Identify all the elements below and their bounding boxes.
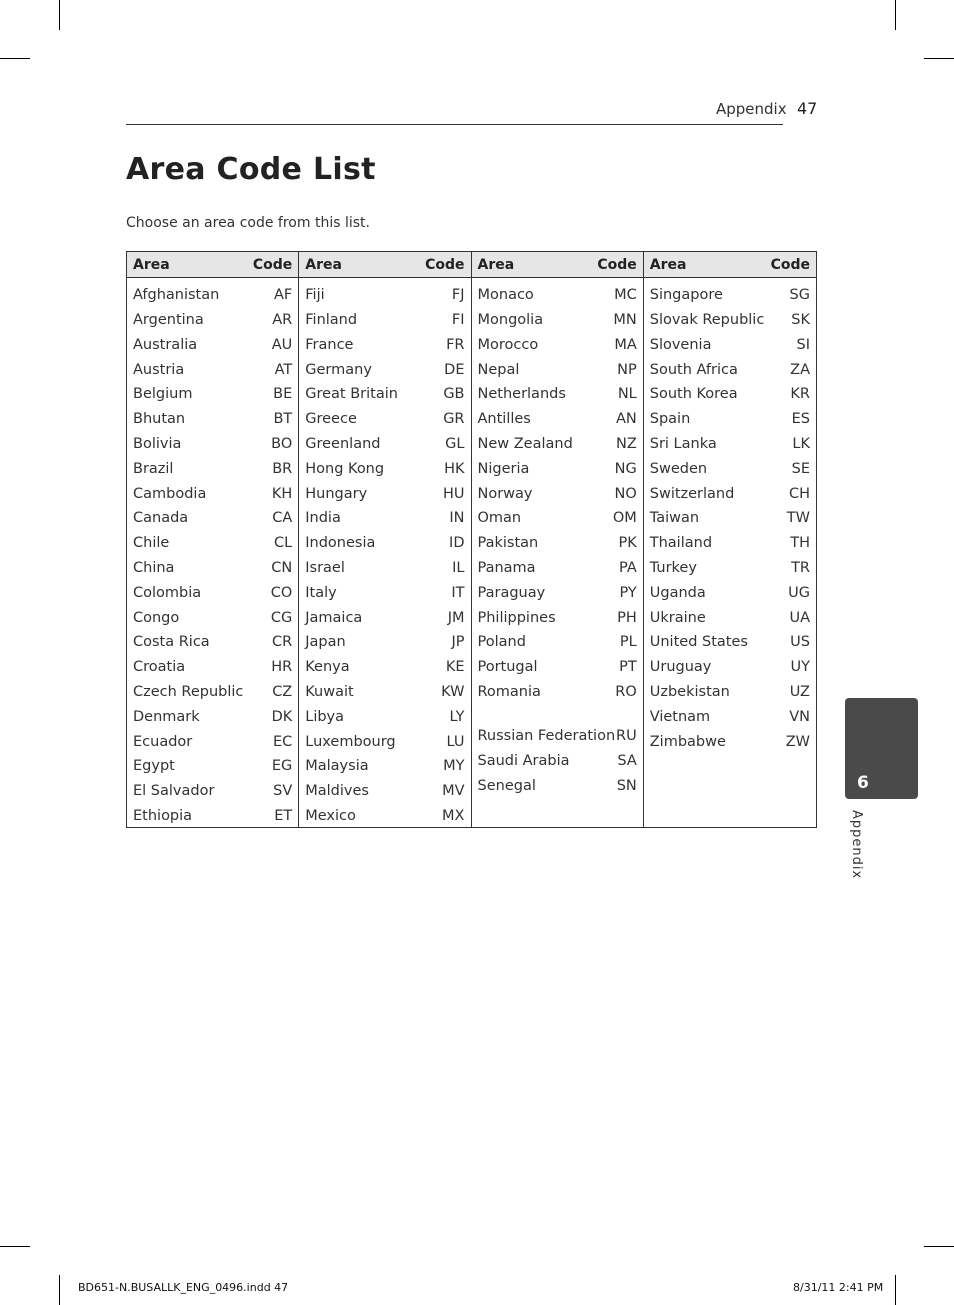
area-code: CO bbox=[270, 584, 293, 601]
area-name: Israel bbox=[305, 560, 345, 577]
table-row bbox=[472, 703, 643, 747]
table-row bbox=[472, 529, 643, 554]
area-name: Turkey bbox=[649, 560, 697, 577]
crop-mark bbox=[895, 0, 896, 30]
area-code: NZ bbox=[615, 436, 637, 453]
area-code: OM bbox=[612, 510, 637, 527]
header-code: Code bbox=[597, 256, 637, 273]
area-code: MY bbox=[443, 758, 465, 775]
area-code: ZW bbox=[785, 733, 810, 750]
table-row bbox=[127, 529, 298, 554]
table-column bbox=[644, 252, 816, 827]
table-row bbox=[299, 430, 470, 455]
column-header bbox=[472, 252, 643, 278]
table-row bbox=[644, 355, 816, 380]
area-code: CA bbox=[272, 510, 293, 527]
table-row bbox=[127, 802, 298, 827]
area-name: Denmark bbox=[133, 708, 200, 725]
intro-text: Choose an area code from this list. bbox=[126, 215, 370, 231]
area-code: CZ bbox=[272, 684, 293, 701]
area-name: Ethiopia bbox=[133, 808, 193, 825]
area-name: Spain bbox=[649, 411, 691, 428]
table-row bbox=[127, 603, 298, 628]
area-code: FJ bbox=[451, 287, 465, 304]
area-code: MC bbox=[614, 287, 637, 304]
area-code: IL bbox=[452, 560, 465, 577]
table-row bbox=[299, 727, 470, 752]
crop-mark bbox=[924, 58, 954, 59]
table-row bbox=[644, 405, 816, 430]
table-row bbox=[472, 405, 643, 430]
chapter-label: Appendix bbox=[849, 810, 864, 880]
area-name: Antilles bbox=[477, 411, 531, 428]
table-row bbox=[472, 306, 643, 331]
table-row bbox=[472, 331, 643, 356]
area-code: MV bbox=[442, 783, 465, 800]
table-row bbox=[472, 747, 643, 772]
area-code: US bbox=[790, 634, 810, 651]
table-row bbox=[299, 455, 470, 480]
table-row bbox=[472, 772, 643, 797]
table-row bbox=[127, 628, 298, 653]
header-code: Code bbox=[770, 256, 810, 273]
table-row bbox=[472, 355, 643, 380]
area-name: Uganda bbox=[649, 584, 706, 601]
table-row bbox=[299, 703, 470, 728]
area-name: Afghanistan bbox=[133, 287, 220, 304]
area-name: Maldives bbox=[305, 783, 369, 800]
table-row bbox=[644, 628, 816, 653]
area-name: Uruguay bbox=[649, 659, 712, 676]
table-row bbox=[299, 802, 470, 827]
area-code: AT bbox=[274, 361, 293, 378]
area-code: NP bbox=[617, 361, 637, 378]
table-row bbox=[299, 628, 470, 653]
area-code: UZ bbox=[789, 684, 810, 701]
area-code: PL bbox=[619, 634, 637, 651]
area-name: Jamaica bbox=[305, 609, 363, 626]
area-name: South Korea bbox=[649, 386, 738, 403]
table-row bbox=[299, 579, 470, 604]
table-row bbox=[127, 703, 298, 728]
area-name: Mexico bbox=[305, 808, 356, 825]
area-name: France bbox=[305, 336, 354, 353]
area-name: Bolivia bbox=[133, 436, 182, 453]
table-row bbox=[644, 579, 816, 604]
area-code: NO bbox=[614, 485, 637, 502]
area-code: IN bbox=[449, 510, 465, 527]
table-row bbox=[644, 281, 816, 306]
area-code: GL bbox=[445, 436, 465, 453]
area-code: SE bbox=[791, 460, 810, 477]
area-code: HR bbox=[271, 659, 293, 676]
area-name: Finland bbox=[305, 312, 358, 329]
area-code: PT bbox=[619, 659, 637, 676]
table-row bbox=[127, 479, 298, 504]
table-row bbox=[472, 678, 643, 703]
table-row bbox=[127, 554, 298, 579]
area-code: PH bbox=[617, 609, 637, 626]
table-row bbox=[299, 479, 470, 504]
area-name: Chile bbox=[133, 535, 170, 552]
area-name: Kuwait bbox=[305, 684, 354, 701]
area-code: TH bbox=[790, 535, 810, 552]
area-code: GR bbox=[443, 411, 465, 428]
header-area: Area bbox=[477, 256, 515, 273]
table-row bbox=[644, 331, 816, 356]
area-code: ZA bbox=[790, 361, 810, 378]
table-row bbox=[299, 554, 470, 579]
area-name: Slovak Republic bbox=[649, 312, 765, 329]
area-name: Slovenia bbox=[649, 336, 712, 353]
table-row bbox=[299, 603, 470, 628]
table-row bbox=[644, 504, 816, 529]
area-name: Nigeria bbox=[477, 460, 530, 477]
area-code: BE bbox=[273, 386, 293, 403]
area-name: Morocco bbox=[477, 336, 539, 353]
area-name: Hong Kong bbox=[305, 460, 385, 477]
table-row bbox=[127, 380, 298, 405]
area-name: Kenya bbox=[305, 659, 350, 676]
area-name: Poland bbox=[477, 634, 526, 651]
area-code: UA bbox=[789, 609, 810, 626]
area-code: PA bbox=[619, 560, 637, 577]
area-name: Monaco bbox=[477, 287, 534, 304]
area-code: CR bbox=[272, 634, 293, 651]
area-name: Bhutan bbox=[133, 411, 186, 428]
header-rule bbox=[126, 124, 783, 125]
area-name: Fiji bbox=[305, 287, 325, 304]
table-row bbox=[644, 554, 816, 579]
area-code: CN bbox=[271, 560, 293, 577]
area-name: Nepal bbox=[477, 361, 520, 378]
header-area: Area bbox=[133, 256, 170, 273]
area-name: Saudi Arabia bbox=[477, 753, 570, 770]
area-name: Australia bbox=[133, 336, 198, 353]
area-code: CL bbox=[274, 535, 293, 552]
area-name: Cambodia bbox=[133, 485, 207, 502]
area-code: KE bbox=[445, 659, 465, 676]
table-row bbox=[127, 455, 298, 480]
area-code: SI bbox=[796, 336, 810, 353]
area-name: Greenland bbox=[305, 436, 381, 453]
area-code: MA bbox=[614, 336, 637, 353]
area-name: Paraguay bbox=[477, 584, 546, 601]
area-name: Oman bbox=[477, 510, 522, 527]
page-number: 47 bbox=[797, 99, 818, 118]
table-row bbox=[644, 479, 816, 504]
area-name: Philippines bbox=[477, 609, 556, 626]
table-row bbox=[299, 653, 470, 678]
table-row bbox=[127, 331, 298, 356]
header-area: Area bbox=[305, 256, 342, 273]
area-code: RO bbox=[615, 684, 637, 701]
area-code: BT bbox=[273, 411, 293, 428]
area-name: India bbox=[305, 510, 341, 527]
table-row bbox=[299, 306, 470, 331]
area-code: BR bbox=[272, 460, 293, 477]
area-code: IT bbox=[451, 584, 465, 601]
area-name: Argentina bbox=[133, 312, 204, 329]
area-name: Romania bbox=[477, 684, 541, 701]
column-header bbox=[127, 252, 298, 278]
table-row bbox=[299, 529, 470, 554]
area-name: Austria bbox=[133, 361, 185, 378]
area-name: New Zealand bbox=[477, 436, 573, 453]
footer-timestamp: 8/31/11 2:41 PM bbox=[793, 1281, 884, 1294]
header-code: Code bbox=[252, 256, 293, 273]
table-row bbox=[299, 331, 470, 356]
area-name: Czech Republic bbox=[133, 684, 244, 701]
area-name: Indonesia bbox=[305, 535, 376, 552]
area-code: DK bbox=[271, 708, 293, 725]
area-code: HK bbox=[444, 460, 465, 477]
area-name: Mongolia bbox=[477, 312, 544, 329]
area-code: JM bbox=[447, 609, 465, 626]
area-code: PY bbox=[619, 584, 637, 601]
area-name: Colombia bbox=[133, 584, 202, 601]
area-code: LY bbox=[449, 708, 465, 725]
table-row bbox=[472, 653, 643, 678]
area-code: TW bbox=[786, 510, 810, 527]
crop-mark bbox=[895, 1275, 896, 1305]
area-name: South Africa bbox=[649, 361, 738, 378]
table-row bbox=[472, 430, 643, 455]
table-row bbox=[299, 405, 470, 430]
area-name: Ukraine bbox=[649, 609, 706, 626]
area-code: SG bbox=[789, 287, 810, 304]
area-name: Croatia bbox=[133, 659, 186, 676]
area-name: Uzbekistan bbox=[649, 684, 730, 701]
area-name: Russian Federation bbox=[477, 728, 616, 745]
area-name: Sri Lanka bbox=[649, 436, 717, 453]
area-code: LU bbox=[446, 733, 465, 750]
table-row bbox=[127, 653, 298, 678]
area-code: UY bbox=[790, 659, 810, 676]
area-code: AN bbox=[615, 411, 637, 428]
area-name: Portugal bbox=[477, 659, 538, 676]
area-name: Belgium bbox=[133, 386, 193, 403]
table-row bbox=[127, 777, 298, 802]
chapter-tab bbox=[845, 698, 918, 799]
crop-mark bbox=[59, 1275, 60, 1305]
area-code: FI bbox=[451, 312, 465, 329]
table-row bbox=[127, 281, 298, 306]
area-name: Hungary bbox=[305, 485, 368, 502]
area-code: BO bbox=[271, 436, 293, 453]
area-code: DE bbox=[444, 361, 465, 378]
area-code: ET bbox=[274, 808, 293, 825]
table-row bbox=[472, 380, 643, 405]
table-row bbox=[299, 777, 470, 802]
area-name: Great Britain bbox=[305, 386, 398, 403]
area-code: TR bbox=[791, 560, 810, 577]
area-name: Greece bbox=[305, 411, 357, 428]
table-row bbox=[127, 405, 298, 430]
crop-mark bbox=[59, 0, 60, 30]
table-row bbox=[644, 455, 816, 480]
table-row bbox=[644, 380, 816, 405]
area-name: Taiwan bbox=[649, 510, 700, 527]
area-name: Sweden bbox=[649, 460, 708, 477]
table-row bbox=[644, 703, 816, 728]
column-header bbox=[299, 252, 470, 278]
table-row bbox=[472, 603, 643, 628]
table-row bbox=[127, 752, 298, 777]
area-code: SV bbox=[273, 783, 293, 800]
area-code: SK bbox=[791, 312, 810, 329]
area-name: Pakistan bbox=[477, 535, 539, 552]
chapter-number: 6 bbox=[857, 773, 869, 793]
area-code: AU bbox=[271, 336, 293, 353]
area-code: ID bbox=[449, 535, 465, 552]
table-row bbox=[127, 355, 298, 380]
area-code: SN bbox=[616, 777, 637, 794]
table-column bbox=[472, 252, 644, 827]
table-row bbox=[127, 678, 298, 703]
area-name: Switzerland bbox=[649, 485, 735, 502]
table-row bbox=[472, 455, 643, 480]
table-row bbox=[472, 628, 643, 653]
area-name: Brazil bbox=[133, 460, 174, 477]
area-code: VN bbox=[789, 708, 810, 725]
table-row bbox=[127, 430, 298, 455]
area-name: Zimbabwe bbox=[649, 733, 726, 750]
area-name: Japan bbox=[305, 634, 346, 651]
header-area: Area bbox=[649, 256, 687, 273]
crop-mark bbox=[0, 1246, 30, 1247]
area-name: China bbox=[133, 560, 175, 577]
table-row bbox=[644, 603, 816, 628]
area-code: SA bbox=[617, 753, 637, 770]
area-name: Netherlands bbox=[477, 386, 566, 403]
table-row bbox=[127, 306, 298, 331]
table-row bbox=[472, 504, 643, 529]
area-code: GB bbox=[443, 386, 465, 403]
table-row bbox=[644, 529, 816, 554]
area-name: Singapore bbox=[649, 287, 723, 304]
area-code: KW bbox=[441, 684, 465, 701]
table-row bbox=[299, 504, 470, 529]
area-code: MX bbox=[442, 808, 465, 825]
area-code: AF bbox=[273, 287, 293, 304]
table-row bbox=[127, 579, 298, 604]
area-name: Canada bbox=[133, 510, 189, 527]
table-row bbox=[299, 281, 470, 306]
area-name: Luxembourg bbox=[305, 733, 396, 750]
area-code: AR bbox=[272, 312, 293, 329]
crop-mark bbox=[0, 58, 30, 59]
table-row bbox=[644, 430, 816, 455]
area-name: Costa Rica bbox=[133, 634, 210, 651]
area-code-table bbox=[126, 251, 817, 828]
crop-mark bbox=[924, 1246, 954, 1247]
area-code: KR bbox=[790, 386, 810, 403]
area-code: NG bbox=[614, 460, 637, 477]
area-name: Ecuador bbox=[133, 733, 193, 750]
area-code: ES bbox=[791, 411, 810, 428]
area-name: Thailand bbox=[649, 535, 713, 552]
area-name: Egypt bbox=[133, 758, 175, 775]
area-name: Norway bbox=[477, 485, 533, 502]
table-row bbox=[472, 479, 643, 504]
table-row bbox=[644, 727, 816, 752]
table-row bbox=[644, 306, 816, 331]
area-name: Senegal bbox=[477, 777, 536, 794]
area-code: NL bbox=[617, 386, 637, 403]
table-row bbox=[299, 678, 470, 703]
area-code: RU bbox=[616, 728, 637, 745]
area-code: JP bbox=[451, 634, 465, 651]
area-name: United States bbox=[649, 634, 748, 651]
header-code: Code bbox=[425, 256, 465, 273]
table-column bbox=[127, 252, 299, 827]
area-name: El Salvador bbox=[133, 783, 215, 800]
area-code: EG bbox=[271, 758, 293, 775]
table-row bbox=[644, 678, 816, 703]
running-header-section: Appendix bbox=[716, 100, 787, 118]
table-row bbox=[299, 355, 470, 380]
table-row bbox=[644, 653, 816, 678]
area-code: LK bbox=[792, 436, 810, 453]
table-row bbox=[299, 380, 470, 405]
area-code: KH bbox=[271, 485, 293, 502]
footer-file-name: BD651-N.BUSALLK_ENG_0496.indd 47 bbox=[78, 1281, 289, 1294]
table-row bbox=[472, 579, 643, 604]
area-code: FR bbox=[446, 336, 465, 353]
area-code: UG bbox=[788, 584, 810, 601]
page-title: Area Code List bbox=[126, 152, 376, 187]
table-row bbox=[299, 752, 470, 777]
table-column bbox=[299, 252, 471, 827]
area-code: CG bbox=[270, 609, 293, 626]
area-name: Libya bbox=[305, 708, 345, 725]
area-name: Malaysia bbox=[305, 758, 369, 775]
table-row bbox=[472, 281, 643, 306]
table-row bbox=[127, 504, 298, 529]
area-code: EC bbox=[272, 733, 293, 750]
area-code: PK bbox=[618, 535, 637, 552]
area-name: Germany bbox=[305, 361, 372, 378]
area-name: Congo bbox=[133, 609, 180, 626]
area-code: CH bbox=[788, 485, 810, 502]
area-code: HU bbox=[442, 485, 465, 502]
area-name: Italy bbox=[305, 584, 337, 601]
area-name: Panama bbox=[477, 560, 536, 577]
column-header bbox=[644, 252, 816, 278]
table-row bbox=[472, 554, 643, 579]
area-code: MN bbox=[613, 312, 637, 329]
area-name: Vietnam bbox=[649, 708, 711, 725]
table-row bbox=[127, 727, 298, 752]
